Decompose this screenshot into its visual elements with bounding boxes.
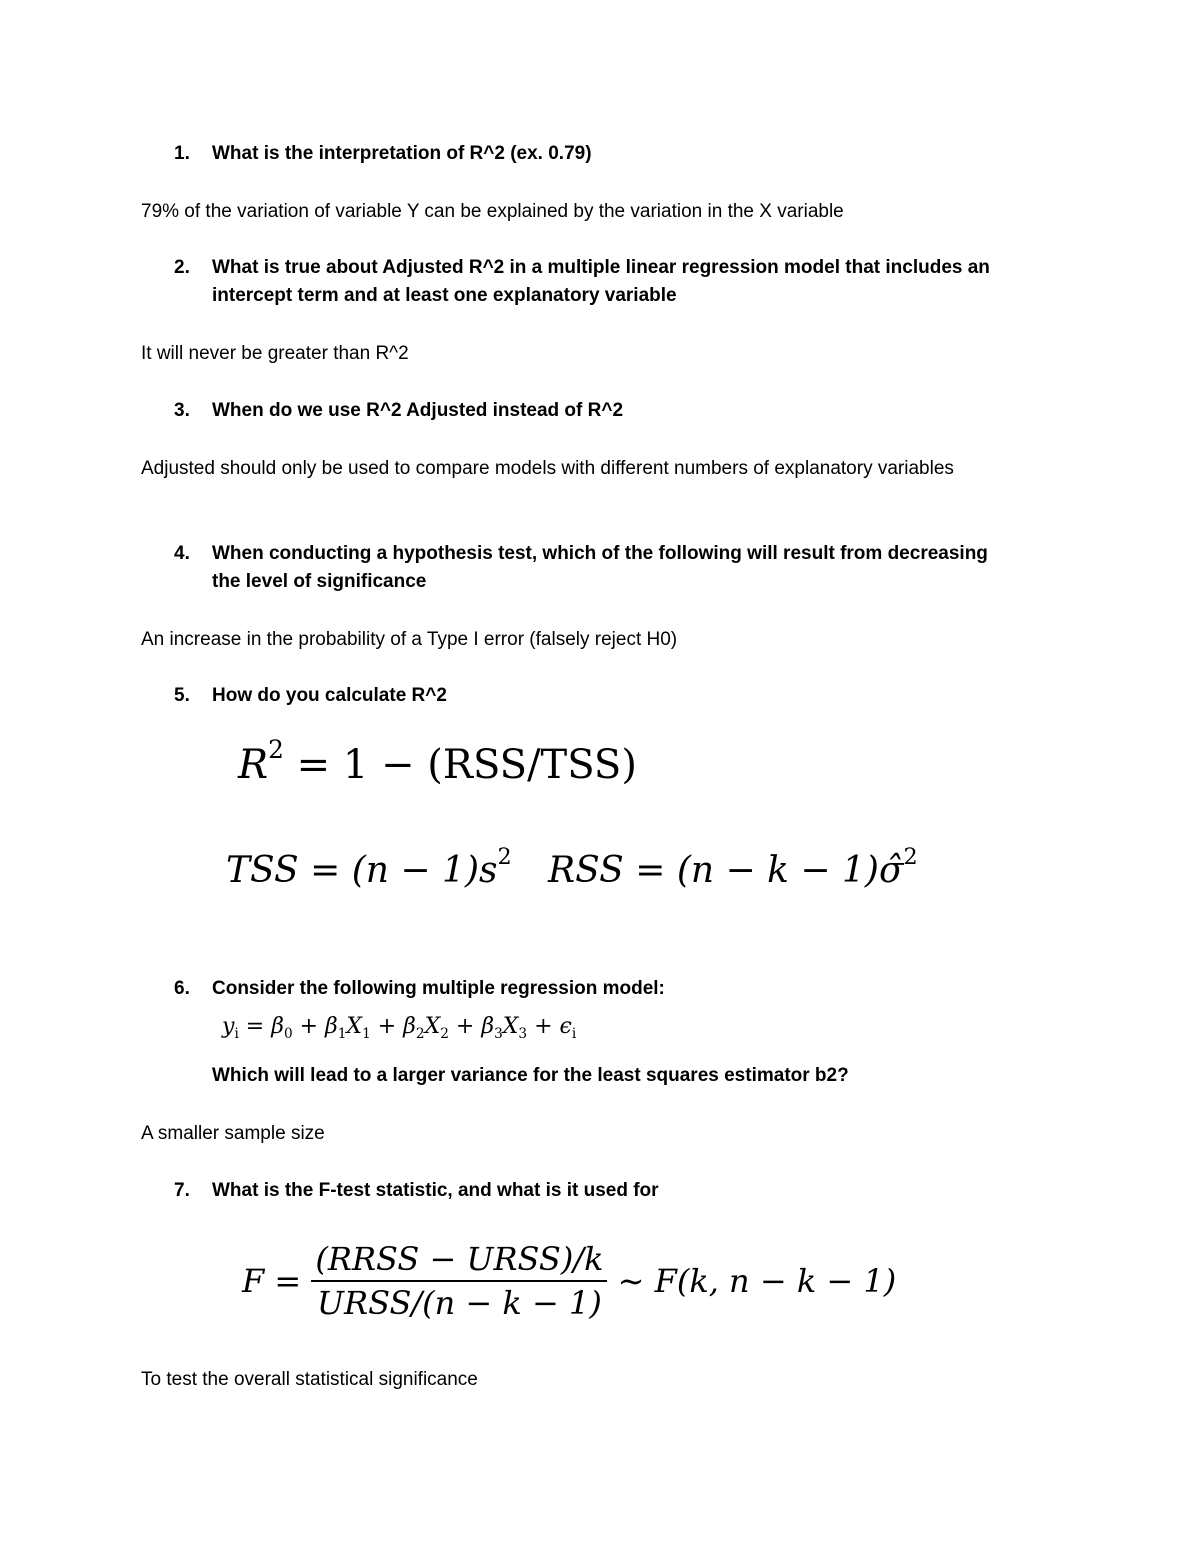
question-number: 2.: [174, 257, 190, 278]
question-number: 1.: [174, 143, 190, 164]
rss-rhs: = (n − k − 1)σ̂: [623, 850, 904, 891]
answer-2: It will never be greater than R^2: [141, 343, 409, 364]
answer-3: Adjusted should only be used to compare models with different numbers of explanatory variables: [141, 458, 954, 479]
question-number: 3.: [174, 400, 190, 421]
question-text: How do you calculate R^2: [212, 685, 447, 706]
question-text: When conducting a hypothesis test, which of the following will result from decreasing the level of significance: [212, 543, 988, 592]
answer-4: An increase in the probability of a Type I error (falsely reject H0): [141, 629, 678, 650]
subquestion-text: Which will lead to a larger variance for the least squares estimator b2?: [212, 1065, 849, 1086]
model-y-sub: i: [234, 1025, 239, 1042]
model-x1: X: [346, 1014, 363, 1039]
f-statistic-equation: [242, 1240, 896, 1322]
f-denominator: URSS/(n − k − 1): [317, 1284, 602, 1322]
question-4: [174, 540, 1004, 596]
tss-exponent: 2: [497, 844, 512, 871]
model-x2: X: [424, 1014, 441, 1039]
question-7: [174, 1177, 1004, 1205]
answer-1: 79% of the variation of variable Y can be explained by the variation in the X variable: [141, 201, 844, 222]
model-epsilon-sub: i: [571, 1025, 577, 1042]
model-y: y: [222, 1014, 235, 1039]
r2-exponent: 2: [268, 735, 284, 765]
f-lhs: F =: [242, 1262, 302, 1300]
question-1: [174, 140, 1004, 168]
r2-rhs: = 1 − (RSS/TSS): [296, 742, 637, 788]
question-text: What is the interpretation of R^2 (ex. 0.79): [212, 143, 592, 164]
question-3: [174, 397, 1004, 425]
model-x2-sub: 2: [440, 1025, 449, 1042]
question-number: 6.: [174, 978, 190, 999]
model-beta0: = β: [238, 1014, 284, 1039]
rss-lhs: RSS: [548, 850, 624, 891]
r2-lhs: R: [238, 742, 269, 788]
f-distribution: ∼ F(k, n − k − 1): [617, 1262, 897, 1300]
model-beta3: + β: [448, 1014, 495, 1039]
model-beta1-sub: 1: [337, 1025, 347, 1042]
question-text: What is true about Adjusted R^2 in a multiple linear regression model that includes an intercept term and at least one explanatory variable: [212, 257, 990, 306]
tss-rhs: = (n − 1)s: [298, 850, 498, 891]
model-beta0-sub: 0: [283, 1025, 293, 1042]
question-number: 4.: [174, 543, 190, 564]
model-epsilon: + ϵ: [527, 1014, 572, 1039]
r2-equation: [238, 735, 637, 788]
tss-equation: [226, 844, 512, 891]
model-beta3-sub: 3: [494, 1025, 503, 1042]
question-6-subquestion: [174, 1062, 1004, 1090]
question-text: Consider the following multiple regression model:: [212, 978, 665, 999]
f-fraction: [311, 1240, 607, 1322]
question-5: [174, 682, 1004, 710]
rss-exponent: 2: [903, 844, 918, 871]
model-beta2: + β: [370, 1014, 416, 1039]
regression-model-equation: [222, 1014, 577, 1042]
rss-equation: [548, 844, 918, 891]
model-x1-sub: 1: [362, 1025, 371, 1042]
question-2: [174, 254, 1004, 310]
question-number: 7.: [174, 1180, 190, 1201]
question-text: What is the F-test statistic, and what is it used for: [212, 1180, 659, 1201]
question-number: 5.: [174, 685, 190, 706]
question-text: When do we use R^2 Adjusted instead of R^2: [212, 400, 624, 421]
model-beta1: + β: [292, 1014, 338, 1039]
question-6: [174, 975, 1004, 1003]
model-x3-sub: 3: [518, 1025, 528, 1042]
answer-7: To test the overall statistical significance: [141, 1369, 478, 1390]
answer-6: A smaller sample size: [141, 1123, 325, 1144]
model-x3: X: [502, 1014, 519, 1039]
fraction-bar: [311, 1280, 607, 1282]
tss-lhs: TSS: [226, 850, 299, 891]
f-numerator: (RRSS − URSS)/k: [315, 1240, 604, 1278]
model-beta2-sub: 2: [415, 1025, 425, 1042]
